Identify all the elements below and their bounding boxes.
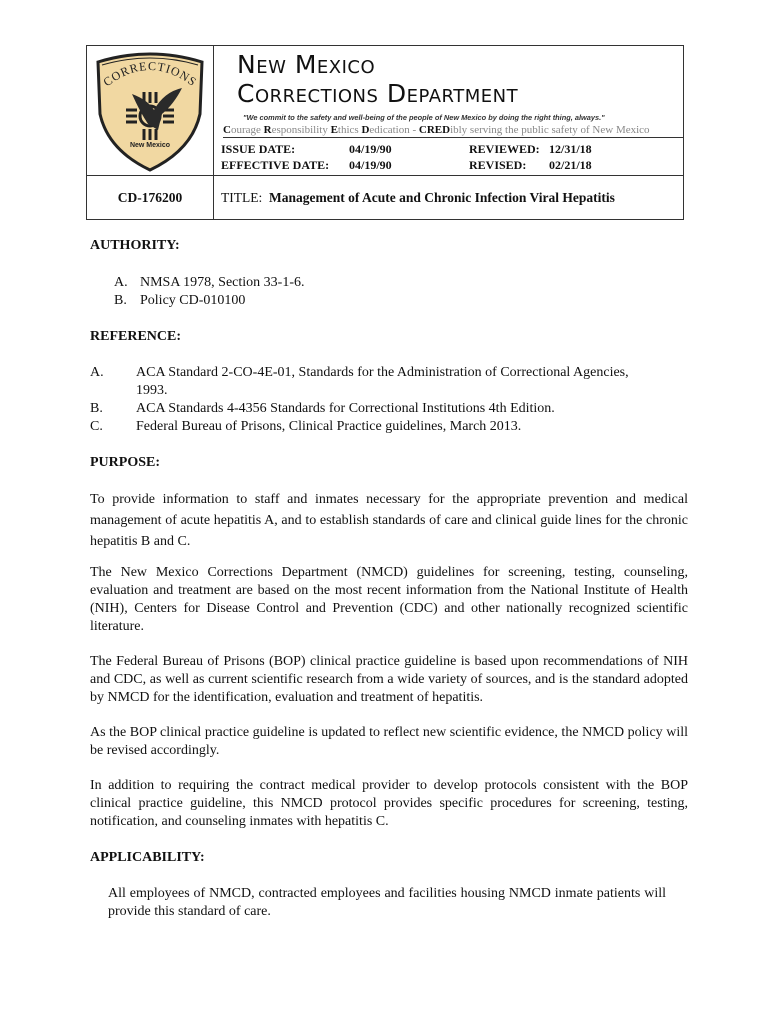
value-initial-c: C: [223, 124, 231, 136]
reference-item-a: ACA Standard 2-CO-4E-01, Standards for the Administration of Correctional Agencies,: [136, 365, 629, 380]
title-label: TITLE:: [221, 190, 263, 205]
department-name-line2: Corrections Department: [237, 79, 519, 108]
department-name: [237, 50, 518, 108]
values-line: [223, 124, 683, 138]
policy-code: CD-176200: [87, 176, 214, 220]
value-initial-d: D: [361, 124, 370, 136]
value-word-dedication: edication -: [369, 124, 419, 136]
policy-title: [221, 176, 615, 220]
reference-heading: REFERENCE:: [90, 329, 182, 344]
issue-date-label: ISSUE DATE:: [221, 142, 296, 156]
effective-date-label: EFFECTIVE DATE:: [221, 158, 330, 172]
corrections-badge-logo: [92, 52, 208, 172]
reviewed-value: 12/31/18: [549, 142, 592, 156]
reference-marker-b: B.: [90, 401, 103, 416]
reference-marker-a: A.: [90, 365, 104, 380]
value-tail: ibly serving the public safety of New Mexico: [450, 124, 650, 136]
policy-header: [86, 45, 684, 220]
authority-marker-a: A.: [114, 275, 128, 290]
applicability-text: All employees of NMCD, contracted employees and facilities housing NMCD inmate patients will provide this standard of care.: [108, 886, 666, 919]
value-word-courage: ourage: [230, 124, 264, 136]
purpose-paragraph-4: As the BOP clinical practice guideline is updated to reflect new scientific evidence, the NMCD policy will be revised accordingly.: [90, 725, 688, 758]
logo-arc-text: CORRECTIONS: [100, 58, 200, 90]
purpose-paragraph-2: The New Mexico Corrections Department (NMCD) guidelines for screening, testing, counseling, evaluation and treatment are based on the most recent information from the National Institute of Health (NIH), Centers for Disease Control and Prevention (CDC) and other nationally recognized scientific literature.: [90, 565, 688, 634]
authority-marker-b: B.: [114, 293, 127, 308]
revised-value: 02/21/18: [549, 158, 592, 172]
reviewed-label: REVIEWED:: [469, 142, 540, 156]
purpose-paragraph-5: In addition to requiring the contract medical provider to develop protocols consistent with the BOP clinical practice guideline, this NMCD protocol provides specific procedures for screening, testing, notification, and counseling inmates with hepatitis C.: [90, 778, 688, 829]
title-text: Management of Acute and Chronic Infection Viral Hepatitis: [268, 190, 615, 205]
code-title-row: [87, 175, 683, 220]
purpose-heading: PURPOSE:: [90, 455, 160, 470]
reference-item-b: ACA Standards 4-4356 Standards for Correctional Institutions 4th Edition.: [136, 401, 555, 416]
purpose-paragraph-3: The Federal Bureau of Prisons (BOP) clinical practice guideline is based upon recommendations of NIH and CDC, as well as current scientific research from a wide variety of sources, and is the standard adopted by NMCD for the identification, evaluation and treatment of hepatitis.: [90, 654, 688, 705]
revised-label: REVISED:: [469, 158, 527, 172]
value-cred: CRED: [418, 124, 451, 136]
authority-item-a: NMSA 1978, Section 33-1-6.: [140, 275, 305, 290]
value-initial-e: E: [330, 124, 338, 136]
purpose-paragraph-1: To provide information to staff and inmates necessary for the appropriate prevention and medical management of acute hepatitis A, and to establish standards of care and clinical guide lines for the chronic hepatitis B and C.: [90, 492, 688, 549]
logo-cell: [87, 46, 214, 175]
reference-marker-c: C.: [90, 419, 103, 434]
policy-dates: [221, 141, 671, 173]
value-word-ethics: thics: [337, 124, 362, 136]
reference-item-a-cont: 1993.: [136, 383, 168, 398]
authority-item-b: Policy CD-010100: [140, 293, 246, 308]
authority-heading: AUTHORITY:: [90, 238, 180, 253]
department-name-line1: New Mexico: [237, 50, 376, 79]
value-word-responsibility: esponsibility: [271, 124, 331, 136]
value-initial-r: R: [263, 124, 272, 136]
issue-date-value: 04/19/90: [349, 142, 392, 156]
reference-item-c: Federal Bureau of Prisons, Clinical Practice guidelines, March 2013.: [136, 419, 522, 434]
applicability-heading: APPLICABILITY:: [90, 850, 205, 865]
effective-date-value: 04/19/90: [349, 158, 392, 172]
logo-state-text: New Mexico: [129, 142, 171, 149]
department-motto: "We commit to the safety and well-being of the people of New Mexico by doing the right thing, always.": [243, 113, 605, 122]
